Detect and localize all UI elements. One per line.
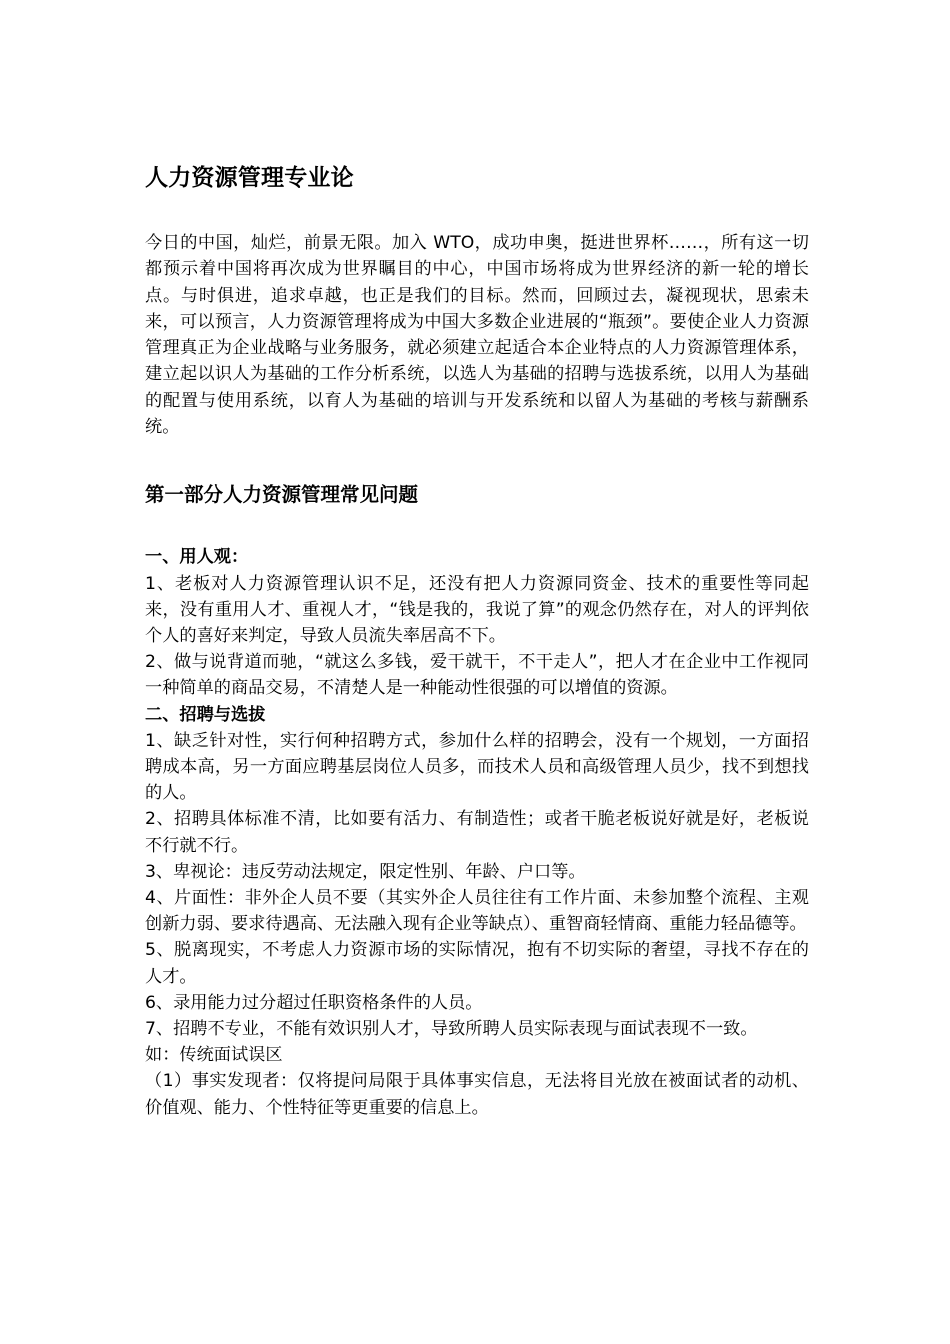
section2-item: 如：传统面试误区 [145,1045,283,1066]
section1-heading: 一、用人观： [145,547,249,568]
section2-item: 5、脱离现实，不考虑人力资源市场的实际情况，抱有不切实际的奢望，寻找不存在的人才。 [145,940,809,987]
section2-item: 6、录用能力过分超过任职资格条件的人员。 [145,992,483,1013]
section2-item: 3、卑视论：违反劳动法规定，限定性别、年龄、户口等。 [145,861,586,882]
section2-heading: 二、招聘与选拔 [145,704,266,725]
section2-item: 4、片面性：非外企人员不要（其实外企人员往往有工作片面、未参加整个流程、主观创新力弱、要求待遇高、无法融入现有企业等缺点）、重智商轻情商、重能力轻品德等。 [145,888,809,935]
document-title: 人力资源管理专业论 [145,165,354,191]
section2-item: 7、招聘不专业，不能有效识别人才，导致所聘人员实际表现与面试表现不一致。 [145,1019,758,1040]
section2-item: 1、缺乏针对性，实行何种招聘方式，参加什么样的招聘会，没有一个规划，一方面招聘成本高，另一方面应聘基层岗位人员多，而技术人员和高级管理人员少，找不到想找的人。 [145,730,809,804]
section2-item: 2、招聘具体标准不清，比如要有活力、有制造性；或者干脆老板说好就是好，老板说不行就不行。 [145,809,809,856]
section2-item: （1）事实发现者：仅将提问局限于具体事实信息，无法将目光放在被面试者的动机、价值观、能力、个性特征等更重要的信息上。 [145,1071,809,1118]
part1-heading: 第一部分人力资源管理常见问题 [145,483,419,507]
document-page [145,160,809,1121]
intro-paragraph: 今日的中国，灿烂，前景无限。加入 WTO，成功申奥，挺进世界杯……，所有这一切都预示着中国将再次成为世界瞩目的中心，中国市场将成为世界经济的新一轮的增长点。与时俱进，追求卓越，也正是我们的目标。然而，回顾过去，凝视现状，思索未来，可以预言，人力资源管理将成为中国大多数企业进展的“瓶颈”。要使企业人力资源管理真正为企业战略与业务服务，就必须建立起适合本企业特点的人力资源管理体系，建立起以识人为基础的工作分析系统，以选人为基础的招聘与选拔系统，以用人为基础的配置与使用系统，以育人为基础的培训与开发系统和以留人为基础的考核与薪酬系统。 [145,233,809,438]
part1-body [145,544,809,1120]
section1-item: 2、做与说背道而驰，“就这么多钱，爱干就干，不干走人”，把人才在企业中工作视同一种简单的商品交易，不清楚人是一种能动性很强的可以增值的资源。 [145,652,809,699]
section1-item: 1、老板对人力资源管理认识不足，还没有把人力资源同资金、技术的重要性等同起来，没有重用人才、重视人才，“钱是我的，我说了算”的观念仍然存在，对人的评判依个人的喜好来判定，导致人员流失率居高不下。 [145,573,809,646]
